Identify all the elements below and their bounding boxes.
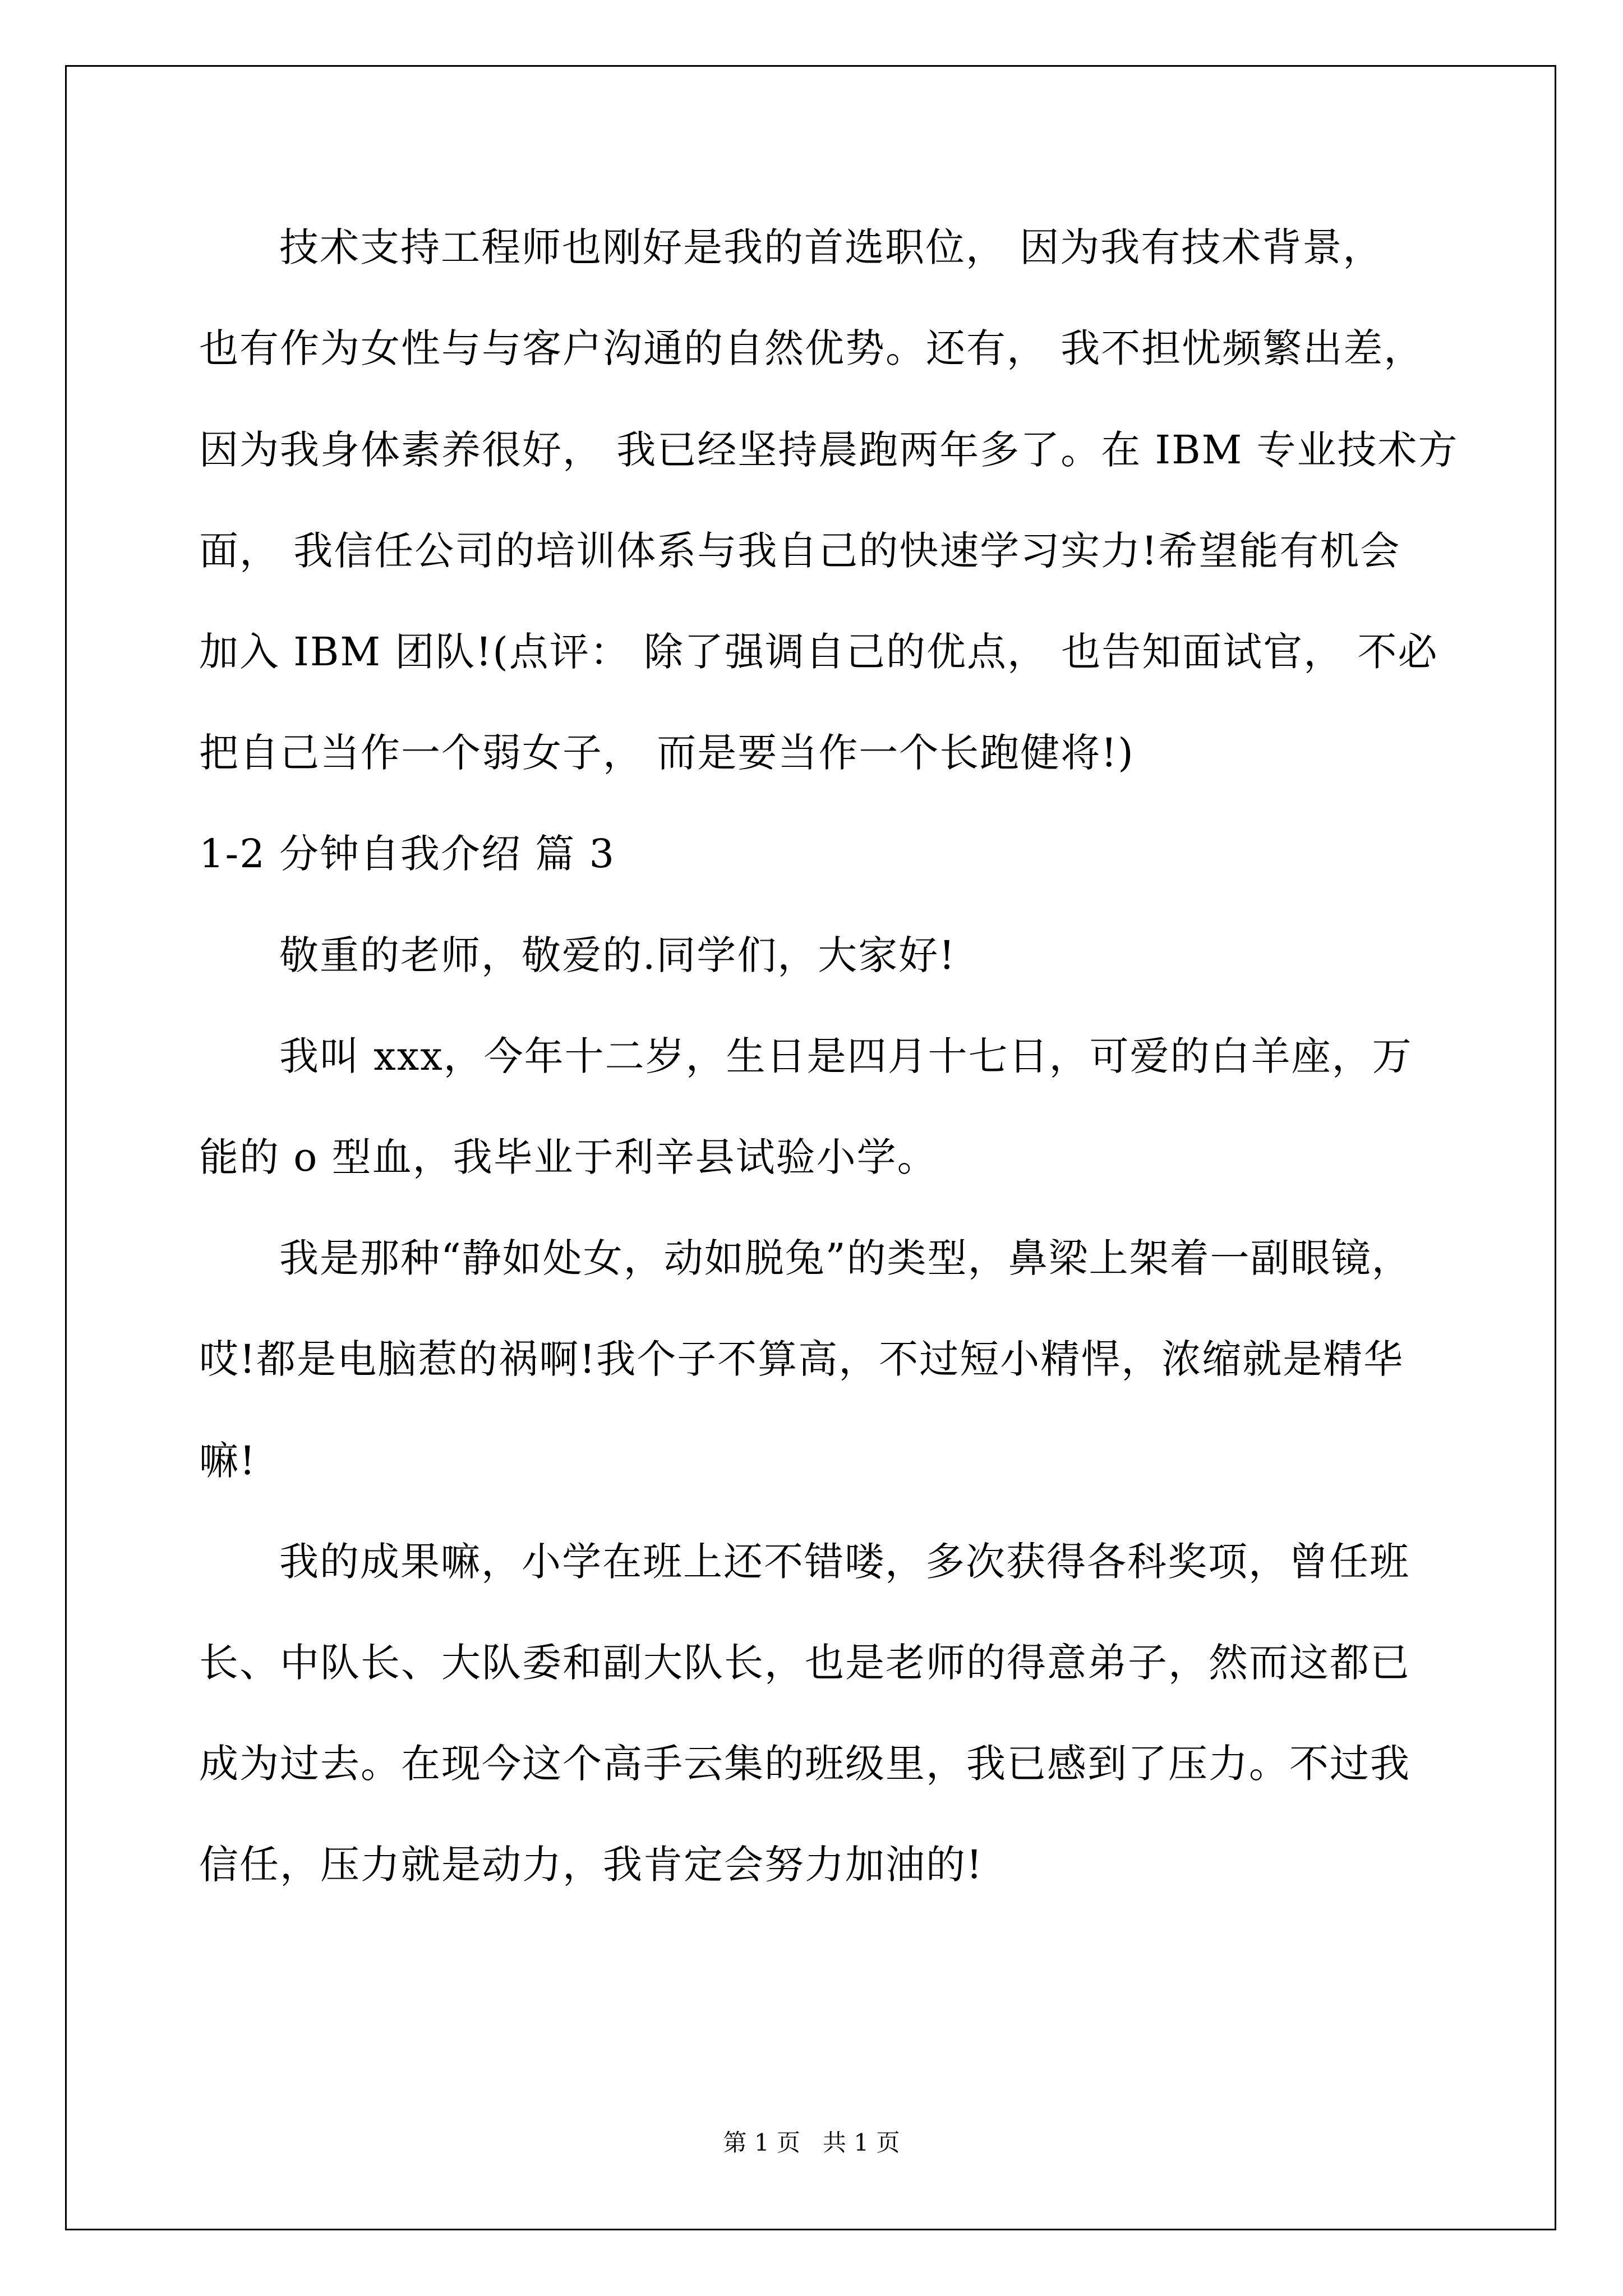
paragraph-line: 我是那种“静如处女，动如脱兔”的类型，鼻梁上架着一副眼镜， — [279, 1235, 1412, 1281]
paragraph-line: 面， 我信任公司的培训体系与我自己的快速学习实力!希望能有机会 — [199, 528, 1401, 574]
paragraph-line: 信任，压力就是动力，我肯定会努力加油的! — [199, 1842, 984, 1888]
paragraph-line: 成为过去。在现今这个高手云集的班级里，我已感到了压力。不过我 — [199, 1741, 1410, 1787]
paragraph-line: 长、中队长、大队委和副大队长，也是老师的得意弟子，然而这都已 — [199, 1640, 1410, 1686]
paragraph-line: 嘛! — [199, 1438, 257, 1484]
greeting-line: 敬重的老师，敬爱的.同学们，大家好! — [279, 932, 956, 978]
paragraph-line: 我的成果嘛，小学在班上还不错喽，多次获得各科奖项，曾任班 — [279, 1539, 1410, 1585]
paragraph-line: 我叫 xxx，今年十二岁，生日是四月十七日，可爱的白羊座，万 — [279, 1033, 1413, 1079]
paragraph-line: 把自己当作一个弱女子， 而是要当作一个长跑健将!) — [199, 730, 1135, 776]
paragraph-line: 能的 o 型血，我毕业于利辛县试验小学。 — [199, 1134, 938, 1180]
page-number-footer: 第 1 页 共 1 页 — [723, 2129, 900, 2156]
section-heading: 1-2 分钟自我介绍 篇 3 — [199, 831, 616, 877]
paragraph-line: 也有作为女性与与客户沟通的自然优势。还有， 我不担忧频繁出差， — [199, 325, 1424, 371]
paragraph-line: 技术支持工程师也刚好是我的首选职位， 因为我有技术背景， — [279, 224, 1384, 270]
paragraph-line: 因为我身体素养很好， 我已经坚持晨跑两年多了。在 IBM 专业技术方 — [199, 427, 1459, 473]
paragraph-line: 哎!都是电脑惹的祸啊!我个子不算高，不过短小精悍，浓缩就是精华 — [199, 1336, 1404, 1382]
paragraph-line: 加入 IBM 团队!(点评： 除了强调自己的优点， 也告知面试官， 不必 — [199, 629, 1438, 675]
